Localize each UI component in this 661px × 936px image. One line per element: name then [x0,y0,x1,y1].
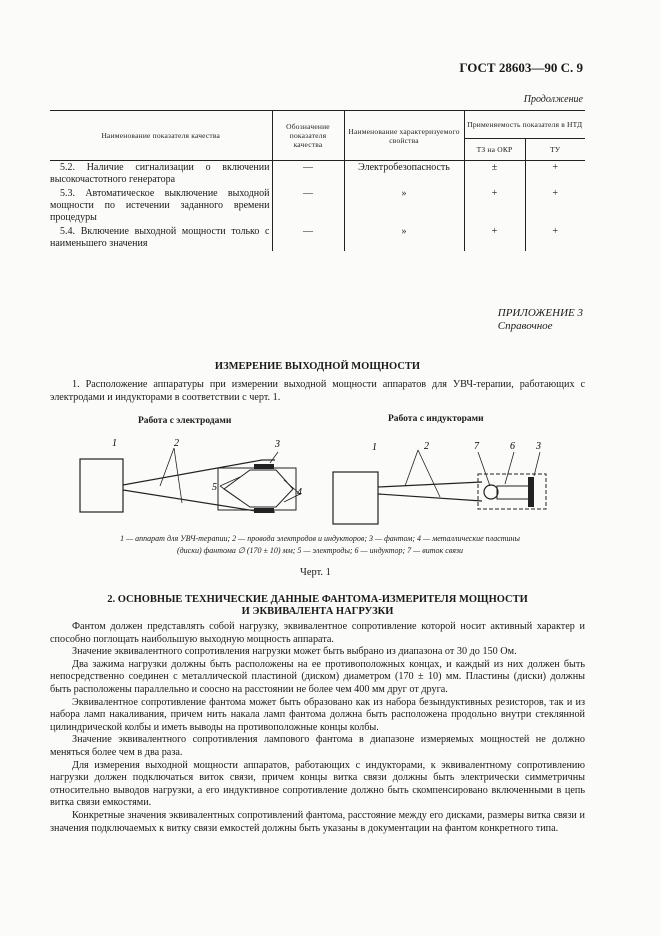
label-1-left: 1 [112,438,117,449]
label-2-left: 2 [174,438,179,449]
header-name: Наименование показателя качества [50,111,272,161]
section2-paragraph: Конкретные значения эквивалентных сопротивлений фантома, расстояние между его дисками, размеры витка связи и значения подключаемых к витку связи емкостей должны быть указаны в документации на фантом конкретного типа. [50,809,585,834]
figure-1-diagram [0,430,661,530]
electrode-top [254,464,274,469]
row-name: 5.3. Автоматическое выключение выходной мощности по истечении заданного времени процедуры [50,187,272,225]
section2-title-line2: И ЭКВИВАЛЕНТА НАГРУЗКИ [241,606,394,617]
header-tu: ТУ [525,139,585,161]
section2-title [50,594,585,618]
table-row [50,187,585,225]
section2-paragraph: Значение эквивалентного сопротивления лампового фантома в диапазоне измеряемых мощностей не должно меняться более чем в два раза. [50,734,585,758]
label-4-left: 4 [297,487,302,498]
label-6-right: 6 [510,441,515,452]
inductor [528,477,534,507]
caption-line-1: 1 — аппарат для УВЧ-терапии; 2 — провода электродов и индукторов; 3 — фантом; 4 — металлические пластины [120,534,520,543]
phantom-plates [224,470,293,507]
section2-body [50,621,585,835]
quality-indicators-table [50,110,585,251]
row-tu: + [552,162,559,173]
label-1-right: 1 [372,442,377,453]
section2-paragraph: Два зажима нагрузки должны быть расположены на ее противоположных концах, и каждый из них должен быть непосредственно соединен с металлической пластиной (диском) диаметром (170 ± 10) мм. Пластины (диски) должны быть расположены параллельно и соосно на расстоянии не более чем 400 мм друг от друга. [50,658,585,695]
caption-line-2: (диски) фантома ∅ (170 ± 10) мм; 5 — электроды; 6 — индуктор; 7 — виток связи [176,546,464,555]
header-applicability: Применяемость показателя в НТД [464,111,585,139]
electrode-bottom [254,508,274,513]
uhf-apparatus-right [333,472,378,524]
section1-title: ИЗМЕРЕНИЕ ВЫХОДНОЙ МОЩНОСТИ [214,361,421,372]
inductor-wire-top [378,482,482,487]
row-tu: + [552,226,559,237]
electrode-wire-top [123,460,262,485]
row-tz: ± [464,161,525,188]
row-tu: + [552,188,559,199]
row-name: 5.4. Включение выходной мощности только с наименьшего значения [50,225,272,251]
header-property: Наименование характеризуемого свойства [344,111,464,161]
label-3-right: 3 [536,441,541,452]
label-7-right: 7 [474,441,479,452]
header-tz: ТЗ на ОКР [464,139,525,161]
section2-paragraph: Эквивалентное сопротивление фантома может быть образовано как из набора безындуктивных резисторов, так и из набора ламп накаливания, причем нить накала ламп фантома должна быть расположена продольно внутри стеклянной цилиндрической колбы и иметь выводы на противоположные концы колбы. [50,696,585,733]
label-5-left: 5 [212,482,217,493]
section2-paragraph: Значение эквивалентного сопротивления нагрузки может быть выбрано из диапазона от 30 до 150 Ом. [72,646,517,658]
row-property: Электробезопасность [344,161,464,188]
inductor-wire-bottom [378,494,482,501]
phantom-left [218,468,296,510]
figure-caption [80,533,560,557]
phantom-right [478,474,546,509]
figure-left-title: Работа с электродами [138,416,232,426]
row-designation: — [272,161,344,188]
appendix-subtitle: Справочное [497,320,553,332]
label-2-right: 2 [424,441,429,452]
appendix-title: ПРИЛОЖЕНИЕ 3 [497,307,583,319]
row-property: » [344,225,464,251]
appendix-heading [498,307,583,333]
table-row [50,161,585,188]
row-name: 5.2. Наличие сигнализации о включении высокочастотного генератора [50,161,272,188]
header-designation: Обозначение показателя качества [272,111,344,161]
row-property: » [344,187,464,225]
row-designation: — [272,225,344,251]
row-tz: + [464,187,525,225]
row-designation: — [272,187,344,225]
figure-right-title: Работа с индукторами [388,414,484,424]
section2-paragraph: Фантом должен представлять собой нагрузку, эквивалентное сопротивление которой носит активный характер и способно поглощать наибольшую выходную мощность аппарата. [50,621,585,645]
section2-title-line1: 2. ОСНОВНЫЕ ТЕХНИЧЕСКИЕ ДАННЫЕ ФАНТОМА-ИЗМЕРИТЕЛЯ МОЩНОСТИ [107,594,528,605]
label-3-left: 3 [275,439,280,450]
table-row [50,225,585,251]
continuation-label: Продолжение [523,94,583,105]
page-header-title: ГОСТ 28603—90 С. 9 [459,60,583,75]
coupling-loop [484,485,498,499]
row-tz: + [464,225,525,251]
section1-paragraph: 1. Расположение аппаратуры при измерении выходной мощности аппаратов для УВЧ-терапии, работающих с электродами и индукторами в соответствии с черт. 1. [50,379,585,403]
uhf-apparatus-left [80,459,123,512]
figure-label: Черт. 1 [300,567,331,578]
section2-paragraph: Для измерения выходной мощности аппаратов, работающих с индукторами, к эквивалентному сопротивлению нагрузки должен подключаться виток связи, причем концы витка связи должны быть электрически симметричны относительно выводов нагрузки, а его индуктивное сопротивление должно быть скомпенсировано включенными в цепь витка связи емкостями. [50,759,585,809]
